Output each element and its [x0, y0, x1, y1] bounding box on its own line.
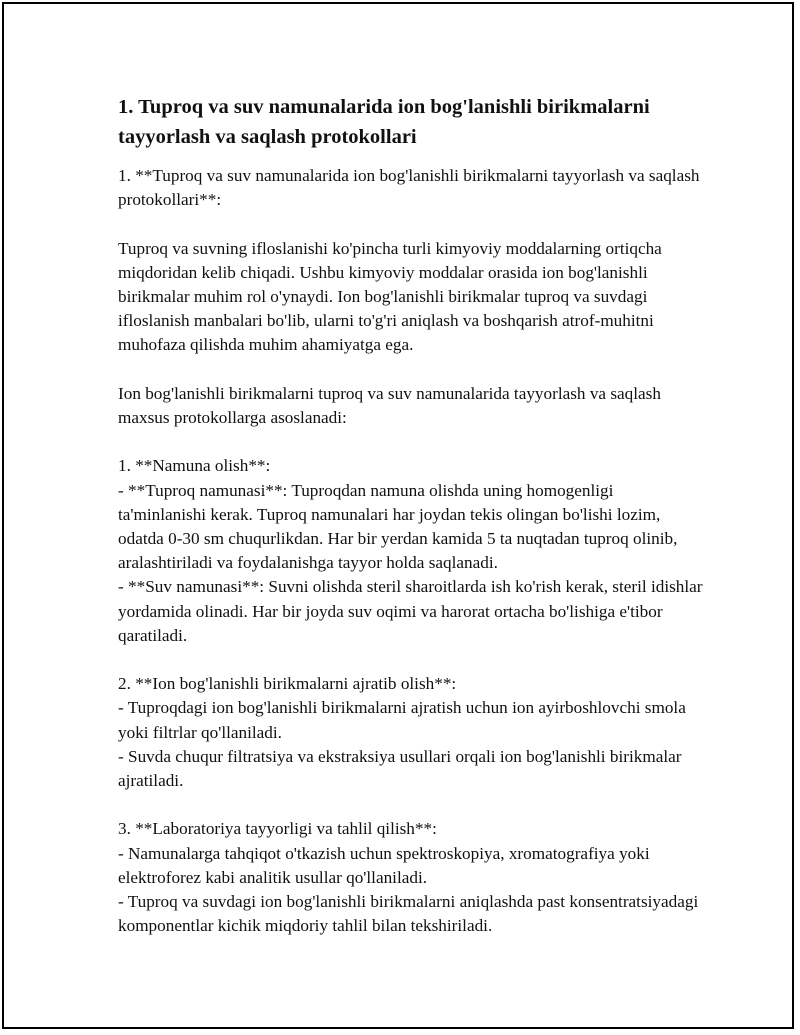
section-heading: 1. Tuproq va suv namunalarida ion bog'lanishli birikmalarni tayyorlash va saqlash protokollari: [118, 96, 650, 148]
section-body: 1. **Tuproq va suv namunalarida ion bog'lanishli birikmalarni tayyorlash va saqlash protokollari**: Tuproq va suvning ifloslanishi ko'pincha turli kimyoviy moddalarning ortiqcha miqdoridan kelib chiqadi. Ushbu kimyoviy moddalar orasida ion bog'lanishli birikmalar muhim rol o'ynaydi. Ion bog'lanishli birikmalar tuproq va suvdagi ifloslanish manbalari bo'lib, ularni to'g'ri aniqlash va boshqarish atrof-muhitni muhofaza qilishda muhim ahamiyatga ega. Ion bog'lanishli birikmalarni tuproq va suv namunalarida tayyorlash va saqlash maxsus protokollarga asoslanadi: 1. **Namuna olish**: - **Tuproq namunasi**: Tuproqdan namuna olishda uning homogenligi ta'minlanishi kerak. Tuproq namunalari har joydan tekis olingan bo'lishi lozim, odatda 0-30 sm chuqurlikdan. Har bir yerdan kamida 5 ta nuqtadan tuproq olinib, aralashtiriladi va foydalanishga tayyor holda saqlanadi. - **Suv namunasi**: Suvni olishda steril sharoitlarda ish ko'rish kerak, steril idishlar yordamida olinadi. Har bir joyda suv oqimi va harorat ortacha bo'lishiga e'tibor qaratiladi. 2. **Ion bog'lanishli birikmalarni ajratib olish**: - Tuproqdagi ion bog'lanishli birikmalarni ajratish uchun ion ayirboshlovchi smola yoki filtrlar qo'llaniladi. - Suvda chuqur filtratsiya va ekstraksiya usullari orqali ion bog'lanishli birikmalar ajratiladi. 3. **Laboratoriya tayyorligi va tahlil qilish**: - Namunalarga tahqiqot o'tkazish uchun spektroskopiya, xromatografiya yoki elektroforez kabi analitik usullar qo'llaniladi. - Tuproq va suvdagi ion bog'lanishli birikmalarni aniqlashda past konsentratsiyadagi komponentlar kichik miqdoriy tahlil bilan tekshiriladi.: [118, 166, 703, 936]
document-content: [118, 92, 703, 939]
